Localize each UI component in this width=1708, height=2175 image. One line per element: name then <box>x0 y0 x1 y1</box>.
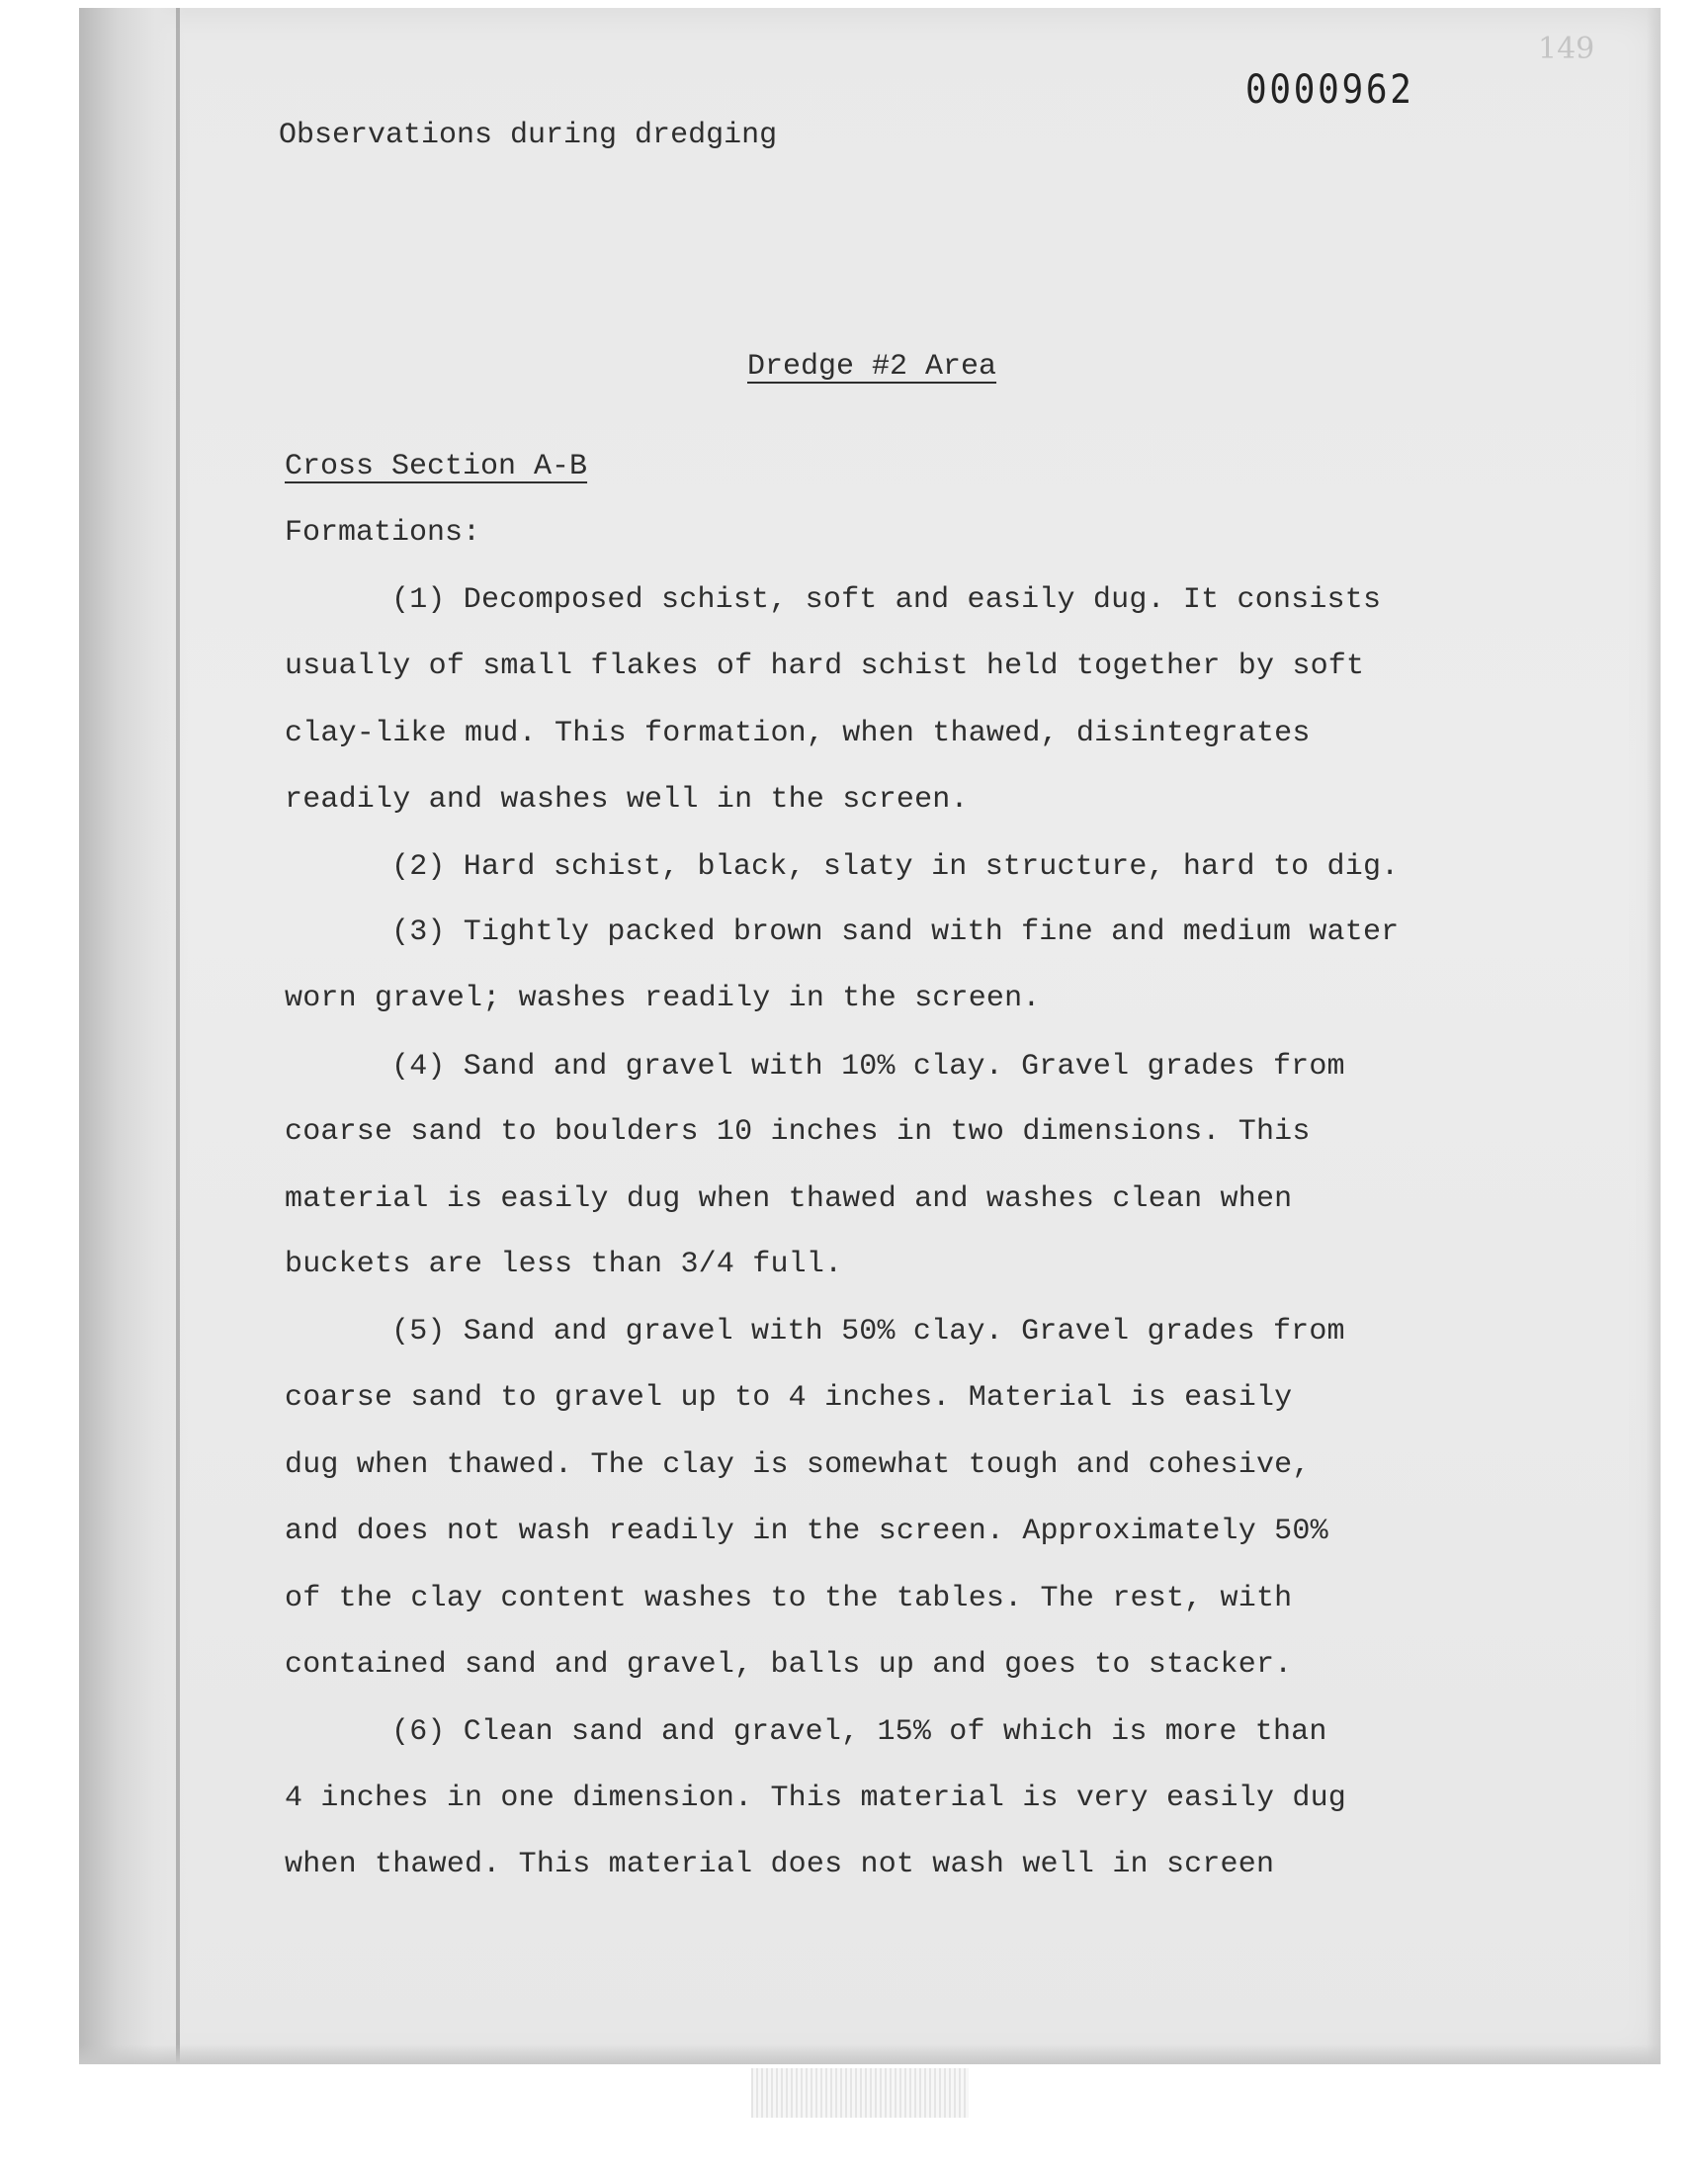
body-line: contained sand and gravel, balls up and goes to stacker. <box>285 1648 1293 1682</box>
document-title: Dredge #2 Area <box>747 350 997 384</box>
document-stamp-number: 0000962 <box>1245 67 1414 113</box>
body-line: (4) Sand and gravel with 10% clay. Gravel grades from <box>391 1050 1345 1084</box>
body-line: material is easily dug when thawed and washes clean when <box>285 1182 1293 1216</box>
page-number: 149 <box>1538 32 1595 66</box>
body-line: dug when thawed. The clay is somewhat tough and cohesive, <box>285 1448 1311 1482</box>
page-binding-line <box>176 8 180 2064</box>
body-line: usually of small flakes of hard schist held together by soft <box>285 650 1365 683</box>
body-line: coarse sand to boulders 10 inches in two dimensions. This <box>285 1115 1311 1149</box>
scan-artifact <box>751 2068 969 2118</box>
body-line: when thawed. This material does not wash well in screen <box>285 1848 1275 1881</box>
body-line: readily and washes well in the screen. <box>285 783 969 817</box>
formations-label: Formations: <box>285 516 481 550</box>
page-bottom-edge <box>79 2044 1661 2064</box>
body-line: (5) Sand and gravel with 50% clay. Gravel grades from <box>391 1315 1345 1348</box>
body-line: (2) Hard schist, black, slaty in structure, hard to dig. <box>391 850 1400 884</box>
body-line: buckets are less than 3/4 full. <box>285 1248 843 1281</box>
body-line: (3) Tightly packed brown sand with fine and medium water <box>391 915 1400 949</box>
page-binding-shadow <box>79 8 188 2064</box>
body-line: (6) Clean sand and gravel, 15% of which is more than <box>391 1715 1327 1749</box>
section-heading: Cross Section A-B <box>285 450 588 483</box>
body-line: 4 inches in one dimension. This material is very easily dug <box>285 1782 1346 1815</box>
document-header: Observations during dredging <box>279 119 778 152</box>
body-line: (1) Decomposed schist, soft and easily dug. It consists <box>391 583 1382 617</box>
page-right-edge <box>1647 8 1661 2064</box>
body-line: worn gravel; washes readily in the screen. <box>285 982 1041 1015</box>
body-line: and does not wash readily in the screen. Approximately 50% <box>285 1515 1328 1548</box>
body-line: coarse sand to gravel up to 4 inches. Material is easily <box>285 1381 1293 1415</box>
body-line: of the clay content washes to the tables. The rest, with <box>285 1582 1293 1615</box>
body-line: clay-like mud. This formation, when thawed, disintegrates <box>285 717 1311 750</box>
document-page <box>79 8 1661 2064</box>
